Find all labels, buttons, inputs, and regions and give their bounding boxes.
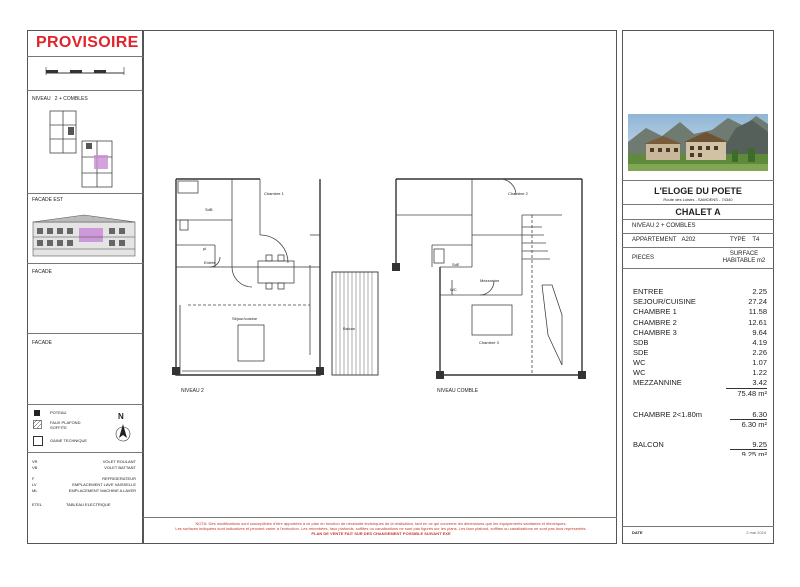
niveau-label: NIVEAU 2 + COMBLES — [32, 96, 88, 102]
room-row: WC 1.07 — [633, 358, 767, 367]
facade-label-3: FACADE — [32, 340, 53, 346]
date-label: DATE — [632, 530, 643, 535]
abbr-vb-text: VOLET BATTANT — [104, 465, 136, 470]
balcon-row: BALCON 9.25 — [633, 440, 767, 449]
room-row: SEJOUR/CUISINE 27.24 — [633, 297, 767, 306]
room-chambre-1: Chambre 1 — [264, 191, 284, 196]
room-wc: WC — [450, 287, 457, 292]
hatch-symbol — [33, 420, 42, 429]
appartement-value: A202 — [681, 237, 696, 243]
north-arrow-icon — [114, 422, 132, 442]
floor-plan-niveau-2 — [170, 175, 385, 380]
facade-est-label: FACADE EST — [32, 197, 64, 203]
abbr-etel-text: TABLEAU ELECTRIQUE — [66, 502, 111, 507]
date-value: 2 mai 2024 — [746, 530, 766, 535]
room-balcon: Balcon — [343, 326, 356, 331]
abbr-ml-text: EMPLACEMENT MACHINE A LAVER — [68, 488, 136, 493]
room-row: SDE 2.26 — [633, 348, 767, 357]
room-chambre-2: Chambre 2 — [508, 191, 528, 196]
scale-bar — [44, 64, 126, 78]
abbr-lv-text: EMPLACEMENT LAVE VAISSELLE — [72, 482, 136, 487]
legend-gaine: GAINE TECHNIQUE — [50, 438, 88, 443]
room-row: MEZZANNINE 3.42 — [633, 378, 767, 387]
abbr-lv-code: LV — [32, 482, 37, 487]
provisoire-stamp: PROVISOIRE — [36, 34, 139, 51]
room-row: SDB 4.19 — [633, 338, 767, 347]
legend-faux-plafond: FAUX PLAFOND SOFFITE — [50, 420, 81, 430]
north-label: N — [118, 412, 124, 421]
facade-label-2: FACADE — [32, 269, 53, 275]
room-row: WC 1.22 — [633, 368, 767, 377]
facade-thumbnail — [31, 214, 137, 260]
project-address: Route des Loisirs - SAMOENS - 74340 — [663, 197, 733, 202]
plan-caption-niveau-2: NIVEAU 2 — [181, 388, 204, 394]
note-line-1: NOTA: Des modifications sont susceptibles d'être apportées à ce plan en fonction de nécessité techniques de la réalisation, tant en ce qui concerne les dimensions que les équipements sanitaires et électriques. — [195, 521, 567, 526]
room-sejour-cuisine: Séjour/cuisine — [232, 316, 258, 321]
abbr-ml-code: ML — [32, 488, 38, 493]
plan-caption-comble: NIVEAU COMBLE — [437, 388, 479, 394]
room-chambre-3: Chambre 3 — [479, 340, 499, 345]
type-info — [730, 237, 759, 243]
room-sde: SdE — [452, 262, 460, 267]
room-row: CHAMBRE 3 9.64 — [633, 328, 767, 337]
room-mezzanine: Mezzanine — [480, 278, 500, 283]
balcon-total: 9.25 m² — [741, 450, 767, 456]
pieces-header: PIECES — [632, 255, 655, 261]
type-value: T4 — [752, 237, 760, 243]
appartement-label: APPARTEMENT — [632, 237, 677, 243]
poteau-symbol — [34, 410, 40, 416]
building-photo — [628, 114, 768, 171]
room-sdb: SdB — [205, 207, 213, 212]
key-plan-thumbnail — [44, 107, 124, 191]
total-habitable: 75.48 m² — [737, 389, 767, 398]
abbr-vb-code: VB — [32, 465, 38, 470]
room-row: CHAMBRE 1 11.58 — [633, 307, 767, 316]
niveau-info: NIVEAU 2 + COMBLES — [632, 223, 696, 229]
type-label: TYPE — [730, 237, 746, 243]
abbr-vr-code: VR — [32, 459, 38, 464]
abbr-vr-text: VOLET ROULANT — [102, 459, 136, 464]
notes — [146, 521, 616, 536]
project-title: L'ELOGE DU POETE — [654, 186, 742, 196]
chalet-name: CHALET A — [675, 207, 721, 217]
note-line-2: Les surfaces indiquées sont indicatives et peuvent varier à l'exécution. Les retombées, faux plafonds, soffites ou canalisations ne sont pas figurés sur les plans. Les faux plafond, soffites ou canalisations ne sont pas tous représentés. — [175, 526, 587, 531]
abbr-f-code: F — [32, 476, 35, 481]
note-line-3: PLAN DE VENTE FAIT SUR DES CHANGEMENT POSSIBLE SUIVANT EXE — [311, 531, 451, 536]
room-placard: pl. — [203, 246, 208, 251]
abbr-f-text: REFRIGERATEUR — [102, 476, 136, 481]
room-row: ENTREE 2.25 — [633, 287, 767, 296]
appartement-info — [632, 237, 695, 243]
room-row: CHAMBRE 2 12.61 — [633, 318, 767, 327]
gaine-symbol — [33, 436, 43, 446]
chambre-2-low-row: CHAMBRE 2<1.80m 6.30 — [633, 410, 767, 419]
surface-header: SURFACE HABITABLE m2 — [722, 251, 766, 264]
legend-poteau: POTEAU — [50, 410, 67, 415]
abbr-etel-code: ETEL — [32, 502, 43, 507]
chambre-2-total: 6.30 m² — [741, 420, 767, 429]
room-entree: Entrée — [204, 260, 216, 265]
